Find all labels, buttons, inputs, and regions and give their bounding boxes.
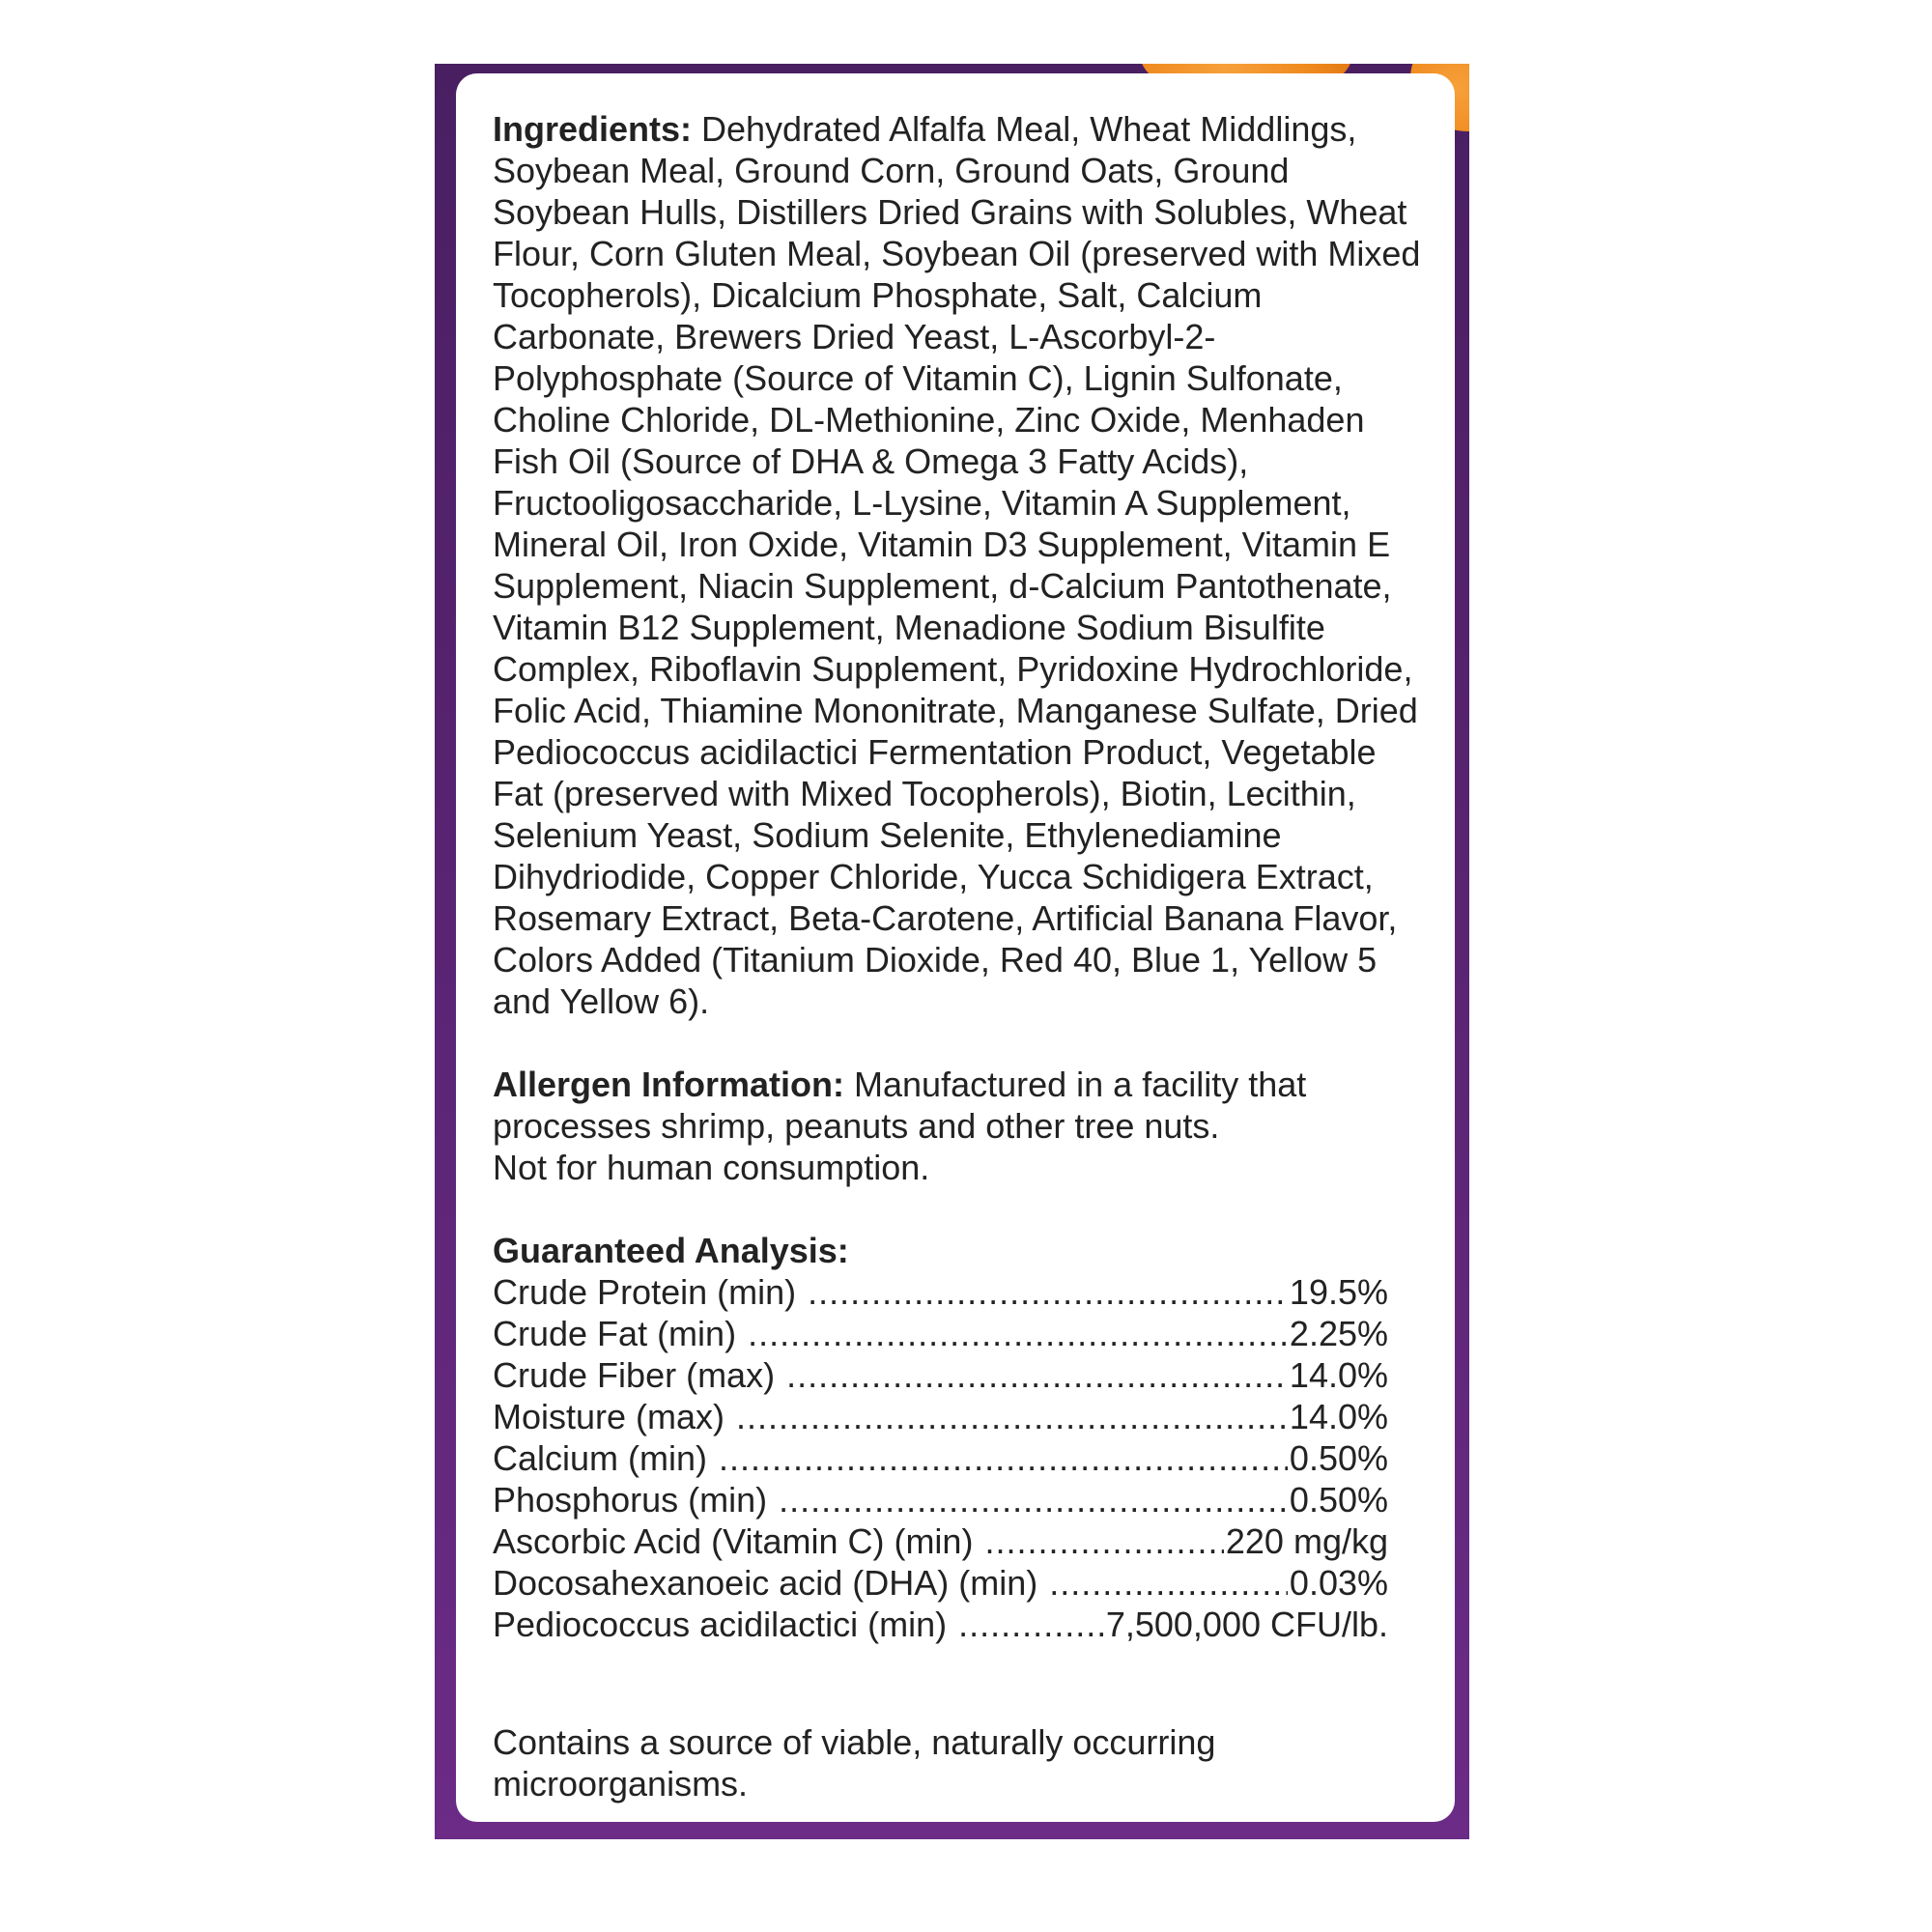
dot-leader (1049, 1562, 1288, 1604)
dot-leader (786, 1354, 1288, 1396)
analysis-row (493, 1354, 1388, 1396)
analysis-nutrient: Pediococcus acidilactici (min) (493, 1605, 948, 1644)
dot-leader (984, 1520, 1223, 1562)
allergen-text: Manufactured in a facility that processes shrimp, peanuts and other tree nuts. (493, 1065, 1307, 1146)
analysis-value: 0.50% (1289, 1480, 1388, 1520)
dot-leader (779, 1479, 1288, 1520)
dot-leader (958, 1604, 1104, 1645)
analysis-nutrient: Crude Fiber (max) (493, 1355, 776, 1395)
guaranteed-analysis-section (493, 1230, 1426, 1645)
analysis-value: 19.5% (1289, 1272, 1388, 1312)
ingredients-section (493, 108, 1426, 1022)
analysis-title: Guaranteed Analysis: (493, 1231, 849, 1270)
allergen-section (493, 1064, 1426, 1188)
allergen-label: Allergen Information: (493, 1065, 845, 1104)
analysis-row (493, 1562, 1388, 1604)
analysis-row (493, 1437, 1388, 1479)
consumption-note: Not for human consumption. (493, 1148, 930, 1187)
analysis-value: 0.50% (1289, 1438, 1388, 1478)
allergen-paragraph (493, 1064, 1426, 1147)
dot-leader (736, 1396, 1288, 1437)
analysis-nutrient: Crude Protein (min) (493, 1272, 797, 1312)
analysis-value: 14.0% (1289, 1355, 1388, 1395)
analysis-value: 2.25% (1289, 1314, 1388, 1353)
analysis-nutrient: Moisture (max) (493, 1397, 725, 1436)
analysis-row (493, 1396, 1388, 1437)
dot-leader (719, 1437, 1288, 1479)
analysis-value: 0.03% (1289, 1563, 1388, 1603)
analysis-row (493, 1604, 1388, 1645)
microorganisms-note: Contains a source of viable, naturally occurring microorganisms. (493, 1722, 1216, 1804)
analysis-row (493, 1520, 1388, 1562)
analysis-row (493, 1271, 1388, 1313)
analysis-nutrient: Phosphorus (min) (493, 1480, 768, 1520)
dot-leader (748, 1313, 1288, 1354)
analysis-value: 220 mg/kg (1225, 1521, 1388, 1561)
analysis-nutrient: Crude Fat (min) (493, 1314, 737, 1353)
analysis-value: 7,500,000 CFU/lb. (1105, 1605, 1388, 1644)
analysis-row (493, 1479, 1388, 1520)
ingredients-text: Dehydrated Alfalfa Meal, Wheat Middlings, Soybean Meal, Ground Corn, Ground Oats, Ground Soybean Hulls, Distillers Dried Grains with Solubles, Wheat Flour, Corn Gluten Meal, Soybean Oil (preserved with Mixed Tocopherols), Dicalcium Phosphate, Salt, Calcium Carbonate, Brewers Dried Yeast, L-Ascorbyl-2-Polyphosphate (Source of Vitamin C), Lignin Sulfonate, Choline Chloride, DL-Methionine, Zinc Oxide, Menhaden Fish Oil (Source of DHA & Omega 3 Fatty Acids), Fructooligosaccharide, L-Lysine, Vitamin A Supplement, Mineral Oil, Iron Oxide, Vitamin D3 Supplement, Vitamin E Supplement, Niacin Supplement, d-Calcium Pantothenate, Vitamin B12 Supplement, Menadione Sodium Bisulfite Complex, Riboflavin Supplement, Pyridoxine Hydrochloride, Folic Acid, Thiamine Mononitrate, Manganese Sulfate, Dried Pediococcus acidilactici Fermentation Product, Vegetable Fat (preserved with Mixed Tocopherols), Biotin, Lecithin, Selenium Yeast, Sodium Selenite, Ethylenediamine Dihydriodide, Copper Chloride, Yucca Schidigera Extract, Rosemary Extract, Beta-Carotene, Artificial Banana Flavor, Colors Added (Titanium Dioxide, Red 40, Blue 1, Yellow 5 and Yellow 6). (493, 109, 1421, 1021)
analysis-value: 14.0% (1289, 1397, 1388, 1436)
analysis-nutrient: Calcium (min) (493, 1438, 708, 1478)
analysis-nutrient: Ascorbic Acid (Vitamin C) (min) (493, 1521, 974, 1561)
ingredients-label: Ingredients: (493, 109, 693, 149)
analysis-row (493, 1313, 1388, 1354)
purple-label-panel (435, 64, 1469, 1839)
label-card (456, 73, 1455, 1822)
dot-leader (808, 1271, 1288, 1313)
analysis-table (493, 1271, 1426, 1645)
ingredients-paragraph (493, 108, 1426, 1022)
analysis-nutrient: Docosahexanoeic acid (DHA) (min) (493, 1563, 1038, 1603)
